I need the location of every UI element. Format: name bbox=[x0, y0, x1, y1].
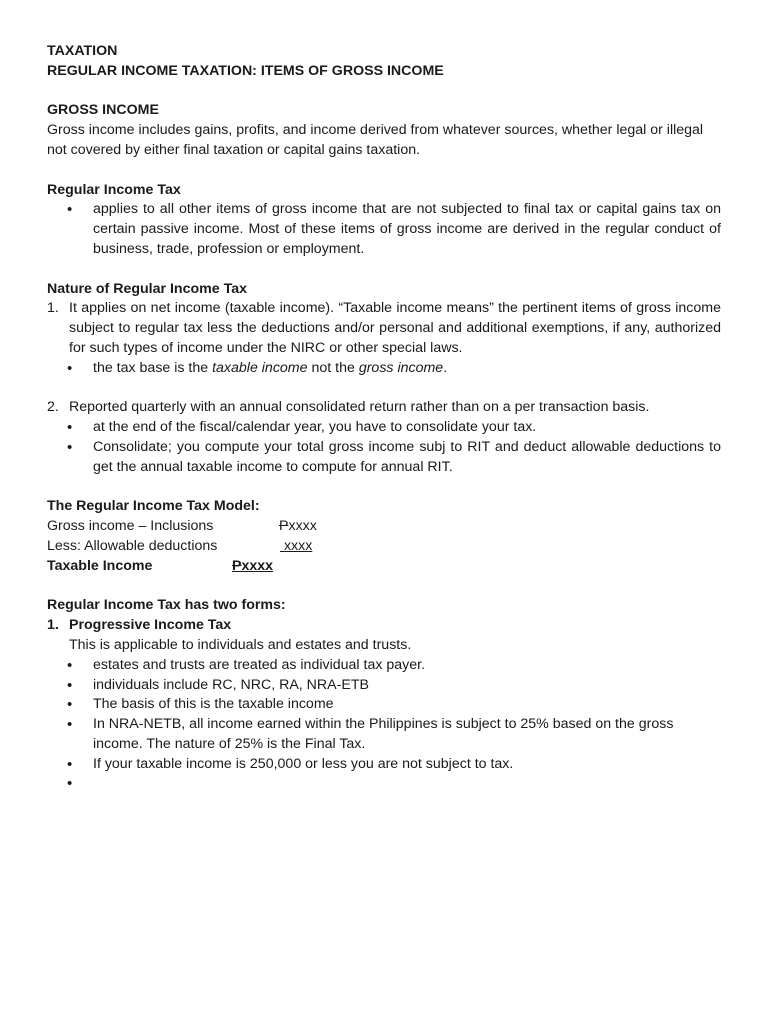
nature-item-2: 2. Reported quarterly with an annual consolidated return rather than on a per transaction basis. bbox=[47, 399, 650, 416]
gross-income-text: Gross income includes gains, profits, and income derived from whatever sources, whether legal or illegal not covered by either final taxation or capital gains taxation. bbox=[47, 122, 704, 158]
nature-heading: Nature of Regular Income Tax bbox=[47, 280, 247, 297]
list-item: • If your taxable income is 250,000 or less you are not subject to tax. bbox=[67, 755, 514, 773]
nature-item-2-list bbox=[47, 418, 721, 477]
list-item: • In NRA-NETB, all income earned within the Philippines is subject to 25% based on the gross income. The nature of 25% is the Final Tax. bbox=[67, 716, 674, 752]
bullet-icon: • bbox=[67, 656, 73, 674]
bullet-icon: • bbox=[67, 419, 73, 437]
forms-item-1-list bbox=[47, 656, 721, 795]
list-item: • individuals include RC, NRC, RA, NRA-ETB bbox=[67, 676, 369, 694]
list-item: • The basis of this is the taxable income bbox=[67, 696, 334, 714]
model-row-deductions: Less: Allowable deductions xxxx bbox=[47, 537, 313, 554]
model-row-gross-income: Gross income – Inclusions Pxxxx bbox=[47, 518, 317, 535]
model-heading: The Regular Income Tax Model: bbox=[47, 498, 260, 515]
document-page bbox=[47, 42, 721, 794]
list-item: • estates and trusts are treated as individual tax payer. bbox=[67, 656, 426, 674]
bullet-icon: • bbox=[67, 775, 73, 793]
bullet-icon: • bbox=[67, 755, 73, 773]
list-item: • the tax base is the taxable income not the gross income. bbox=[67, 359, 448, 377]
bullet-icon: • bbox=[67, 438, 73, 456]
list-item: • at the end of the fiscal/calendar year, you have to consolidate your tax. bbox=[67, 419, 537, 437]
gross-income-heading: GROSS INCOME bbox=[47, 102, 159, 119]
model-row-taxable-income: Taxable Income Pxxxx bbox=[47, 557, 274, 574]
bullet-icon: • bbox=[67, 696, 73, 714]
regular-income-tax-list bbox=[47, 200, 721, 259]
list-item: • Consolidate; you compute your total gross income subj to RIT and deduct allowable deductions to get the annual taxable income to compute for annual RIT. bbox=[67, 438, 721, 475]
document-subtitle: REGULAR INCOME TAXATION: ITEMS OF GROSS INCOME bbox=[47, 62, 444, 79]
document-title: TAXATION bbox=[47, 43, 118, 59]
forms-item-1: 1. Progressive Income Tax bbox=[47, 617, 232, 634]
bullet-icon: • bbox=[67, 716, 73, 734]
list-item bbox=[47, 774, 721, 794]
nature-item-1-list bbox=[47, 359, 721, 379]
bullet-icon: • bbox=[67, 359, 73, 377]
forms-heading: Regular Income Tax has two forms: bbox=[47, 597, 286, 614]
bullet-icon: • bbox=[67, 201, 73, 219]
nature-item-1: 1. It applies on net income (taxable income). “Taxable income means” the pertinent items of gross income subject to regular tax less the deductions and/or personal and additional exemptions, if any, authorized for such types of income under the NIRC or other special laws. bbox=[47, 300, 721, 356]
list-item: • applies to all other items of gross income that are not subjected to final tax or capital gains tax on certain passive income. Most of these items of gross income are derived in the regular conduct of business, trade, profession or employment. bbox=[67, 201, 721, 257]
regular-income-tax-heading: Regular Income Tax bbox=[47, 181, 181, 198]
forms-item-1-intro: This is applicable to individuals and estates and trusts. bbox=[69, 636, 412, 653]
bullet-icon: • bbox=[67, 676, 73, 694]
